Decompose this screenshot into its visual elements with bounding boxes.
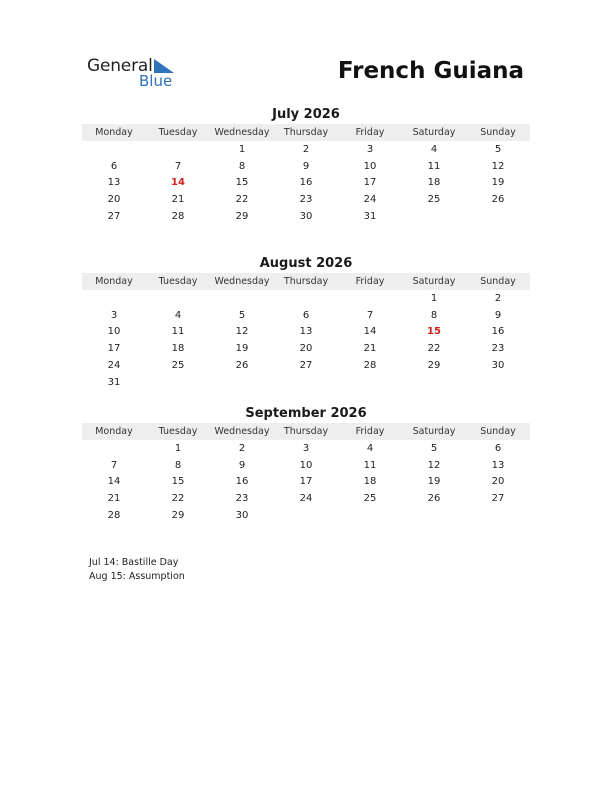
day-cell: 13 — [107, 177, 121, 189]
day-cell: 3 — [302, 442, 310, 454]
day-cell: 8 — [174, 459, 182, 471]
day-cell: 22 — [235, 194, 249, 206]
day-cell: 15 — [235, 177, 249, 189]
day-cell: 17 — [363, 177, 377, 189]
day-cell: 30 — [299, 211, 313, 223]
week-row — [82, 440, 530, 457]
holiday-note: Jul 14: Bastille Day — [89, 557, 179, 568]
day-cell: 7 — [174, 160, 182, 172]
weekday-label: Thursday — [283, 276, 329, 287]
day-cell: 27 — [491, 493, 505, 505]
day-cell: 13 — [299, 326, 313, 338]
day-cell: 30 — [491, 360, 505, 372]
day-cell: 4 — [174, 309, 182, 321]
day-cell: 16 — [235, 476, 249, 488]
day-cell: 1 — [430, 292, 438, 304]
weekday-label: Saturday — [412, 276, 456, 287]
weekday-label: Monday — [95, 127, 133, 138]
day-cell: 21 — [171, 194, 185, 206]
day-cell: 10 — [299, 459, 313, 471]
day-cell: 30 — [235, 510, 249, 522]
day-cell: 19 — [427, 476, 441, 488]
day-cell: 6 — [494, 442, 502, 454]
month-august — [82, 255, 530, 391]
weekday-header — [82, 423, 530, 440]
day-cell: 22 — [427, 343, 441, 355]
holiday-note: Aug 15: Assumption — [89, 571, 185, 582]
month-grid — [82, 440, 530, 524]
day-cell: 12 — [491, 160, 505, 172]
day-cell: 24 — [107, 360, 121, 372]
day-cell: 9 — [238, 459, 246, 471]
day-cell: 27 — [107, 211, 121, 223]
weekday-label: Wednesday — [214, 276, 270, 287]
day-cell: 4 — [366, 442, 374, 454]
day-cell: 23 — [299, 194, 313, 206]
day-cell: 3 — [366, 143, 374, 155]
weekday-label: Monday — [95, 276, 133, 287]
day-cell: 28 — [363, 360, 377, 372]
week-row — [82, 175, 530, 192]
weekday-label: Saturday — [412, 426, 456, 437]
weekday-label: Sunday — [480, 127, 516, 138]
day-cell: 13 — [491, 459, 505, 471]
week-row — [82, 490, 530, 507]
day-cell: 14 — [171, 177, 185, 189]
day-cell: 14 — [363, 326, 377, 338]
weekday-label: Friday — [355, 276, 385, 287]
day-cell: 8 — [430, 309, 438, 321]
day-cell: 2 — [494, 292, 502, 304]
day-cell: 11 — [171, 326, 185, 338]
month-september — [82, 405, 530, 524]
day-cell: 20 — [299, 343, 313, 355]
day-cell: 10 — [107, 326, 121, 338]
day-cell: 29 — [427, 360, 441, 372]
day-cell: 19 — [235, 343, 249, 355]
day-cell: 15 — [427, 326, 441, 338]
weekday-label: Friday — [355, 127, 385, 138]
weekday-label: Tuesday — [158, 426, 198, 437]
week-row — [82, 208, 530, 225]
day-cell: 16 — [299, 177, 313, 189]
day-cell: 2 — [302, 143, 310, 155]
day-cell: 1 — [174, 442, 182, 454]
day-cell: 5 — [494, 143, 502, 155]
day-cell: 31 — [107, 376, 121, 388]
day-cell: 7 — [110, 459, 118, 471]
day-cell: 31 — [363, 211, 377, 223]
day-cell: 18 — [363, 476, 377, 488]
day-cell: 26 — [235, 360, 249, 372]
day-cell: 25 — [363, 493, 377, 505]
day-cell: 16 — [491, 326, 505, 338]
weekday-label: Sunday — [480, 426, 516, 437]
weekday-label: Tuesday — [158, 127, 198, 138]
day-cell: 18 — [171, 343, 185, 355]
week-row — [82, 307, 530, 324]
day-cell: 17 — [299, 476, 313, 488]
weekday-label: Tuesday — [158, 276, 198, 287]
day-cell: 27 — [299, 360, 313, 372]
day-cell: 29 — [235, 211, 249, 223]
week-row — [82, 457, 530, 474]
week-row — [82, 340, 530, 357]
day-cell: 7 — [366, 309, 374, 321]
brand-logo — [87, 56, 187, 92]
logo-general-text: General — [87, 56, 153, 76]
day-cell: 15 — [171, 476, 185, 488]
week-row — [82, 474, 530, 491]
day-cell: 29 — [171, 510, 185, 522]
logo-blue-text: Blue — [139, 72, 173, 90]
weekday-label: Wednesday — [214, 127, 270, 138]
day-cell: 6 — [110, 160, 118, 172]
weekday-label: Sunday — [480, 276, 516, 287]
day-cell: 14 — [107, 476, 121, 488]
weekday-label: Saturday — [412, 127, 456, 138]
weekday-label: Monday — [95, 426, 133, 437]
day-cell: 20 — [107, 194, 121, 206]
day-cell: 23 — [491, 343, 505, 355]
day-cell: 25 — [171, 360, 185, 372]
week-row — [82, 191, 530, 208]
day-cell: 25 — [427, 194, 441, 206]
day-cell: 5 — [430, 442, 438, 454]
week-row — [82, 158, 530, 175]
week-row — [82, 374, 530, 391]
day-cell: 5 — [238, 309, 246, 321]
day-cell: 24 — [299, 493, 313, 505]
day-cell: 10 — [363, 160, 377, 172]
day-cell: 26 — [427, 493, 441, 505]
week-row — [82, 357, 530, 374]
month-july — [82, 106, 530, 225]
day-cell: 9 — [302, 160, 310, 172]
day-cell: 11 — [363, 459, 377, 471]
day-cell: 23 — [235, 493, 249, 505]
day-cell: 24 — [363, 194, 377, 206]
month-grid — [82, 290, 530, 391]
weekday-header — [82, 273, 530, 290]
country-title: French Guiana — [337, 58, 524, 84]
week-row — [82, 507, 530, 524]
day-cell: 9 — [494, 309, 502, 321]
day-cell: 19 — [491, 177, 505, 189]
day-cell: 20 — [491, 476, 505, 488]
day-cell: 4 — [430, 143, 438, 155]
day-cell: 3 — [110, 309, 118, 321]
weekday-header — [82, 124, 530, 141]
holiday-notes — [89, 556, 185, 584]
day-cell: 8 — [238, 160, 246, 172]
month-title: September 2026 — [245, 406, 367, 421]
day-cell: 28 — [171, 211, 185, 223]
day-cell: 26 — [491, 194, 505, 206]
day-cell: 6 — [302, 309, 310, 321]
day-cell: 17 — [107, 343, 121, 355]
week-row — [82, 290, 530, 307]
day-cell: 12 — [235, 326, 249, 338]
day-cell: 1 — [238, 143, 246, 155]
month-grid — [82, 141, 530, 225]
week-row — [82, 141, 530, 158]
week-row — [82, 324, 530, 341]
day-cell: 11 — [427, 160, 441, 172]
day-cell: 12 — [427, 459, 441, 471]
day-cell: 21 — [107, 493, 121, 505]
weekday-label: Thursday — [283, 127, 329, 138]
day-cell: 28 — [107, 510, 121, 522]
weekday-label: Thursday — [283, 426, 329, 437]
day-cell: 21 — [363, 343, 377, 355]
month-title: August 2026 — [259, 256, 353, 271]
weekday-label: Wednesday — [214, 426, 270, 437]
day-cell: 22 — [171, 493, 185, 505]
day-cell: 18 — [427, 177, 441, 189]
weekday-label: Friday — [355, 426, 385, 437]
month-title: July 2026 — [272, 107, 340, 122]
day-cell: 2 — [238, 442, 246, 454]
